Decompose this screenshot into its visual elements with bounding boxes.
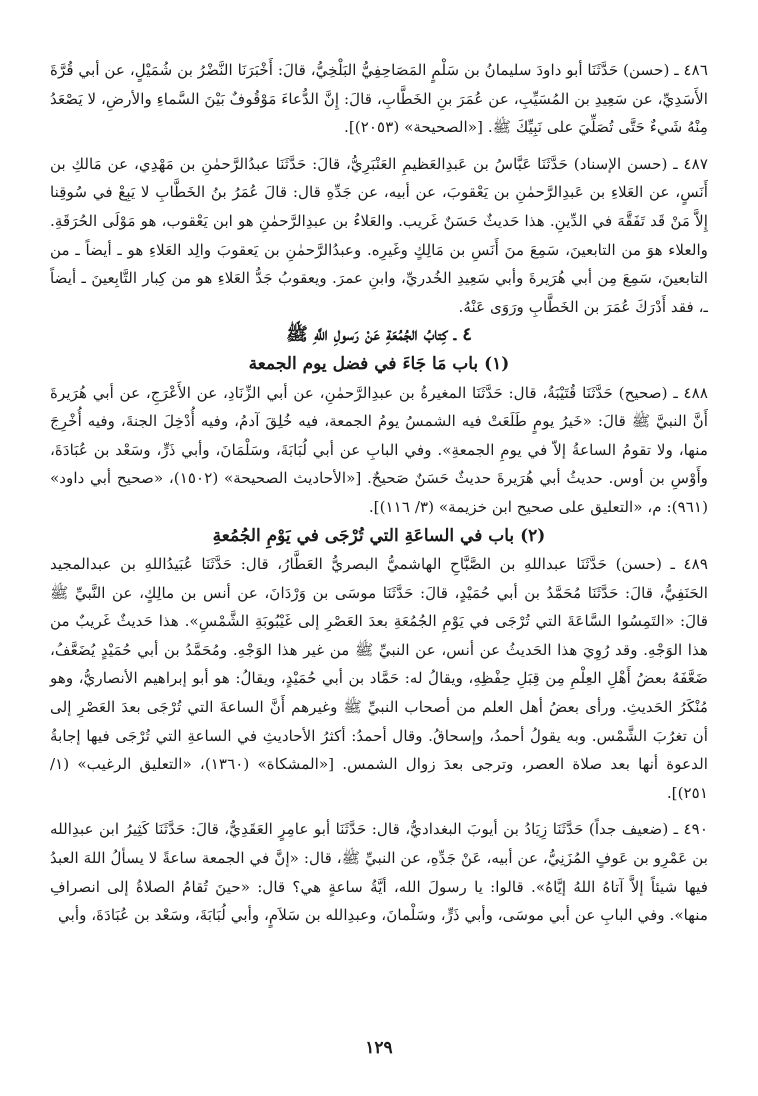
hadith-489: ٤٨٩ ـ (حسن) حَدَّثَنَا عبداللهِ بن الصَّبَّاحِ الهاشميُّ البصريُّ العَطَّارُ، قال: حَدَّثَنَا عُبَيدُاللهِ بن عبدالمجيد الحَنَفِيُّ، قالَ: حَدَّثَنَا مُحَمَّدُ بن أبي حُمَيْدٍ، قالَ: حَدَّثَنَا موسَى بن وَرْدَانَ، عن أنس بن مالِكٍ، عن النَّبيِّ ﷺ قالَ: «التَمِسُوا السَّاعَةَ التي تُرْجَى في يَوْمِ الجُمُعَةِ بعدَ العَصْرِ إلى غَيْبُوبَةِ الشَّمْسِ». هذا حَديثٌ غَريبٌ من هذا الوَجْهِ. وقد رُوِيَ هذا الحَديثُ عن أنس، عن النبيِّ ﷺ من غير هذا الوَجْهِ. ومُحَمَّدُ بن أبي حُمَيْدٍ يُضَعَّفُ، ضَعَّفَهُ بعضُ أَهْلِ العِلْمِ مِن قِبَلِ حِفْظِهِ، ويقالُ له: حَمَّاد بن أبي حُمَيْدٍ، ويقالُ: هو أبو إبراهيم الأنصاريُّ، وهو مُنْكَرُ الحَديثِ. ورأى بعضُ أهل العلم من أصحاب النبيِّ ﷺ وغيرهم أَنَّ الساعةَ التي تُرْجَى بعدَ العَصْرِ إلى أن تغرُبَ الشَّمْس. وبه يقولُ أحمدُ، وإسحاقُ. وقال أحمدُ: أكثرُ الأحاديثِ في الساعةِ التي تُرْجَى فيها إجابةُ الدعوة أنها بعد صلاة العصر، وترجى بعدَ زوال الشمس. [«المشكاة» (١٣٦٠)، «التعليق الرغيب» (١/ ٢٥١)]. xyxy=(50,555,708,802)
hadith-488: ٤٨٨ ـ (صحيح) حَدَّثَنَا قُتَيْبَةُ، قال: حَدَّثَنَا المغيرةُ بن عبدِالرَّحمٰنِ، عن أبي الزِّنَادِ، عن الأَعْرَجِ، عن أبي هُرَيرةَ أَنَّ النبيَّ ﷺ قالَ: «خَيرُ يومٍ طَلَعَتْ فيه الشمسُ يومُ الجمعة، فيه خُلِقَ آدمُ، وفيه أُدْخِلَ الجنةَ، وفيه أُخْرِجَ منها، ولا تقومُ الساعةُ إلاّ في يومِ الجمعةِ». وفي البابِ عن أبي لُبَابَةَ، وسَلْمَانَ، وأبي ذَرٍّ، وسَعْد بن عُبَادَةَ، وأَوْسِ بن أوس. حديثُ أبي هُرَيرةَ حديثٌ حَسَنٌ صَحيحٌ. [«الأحاديث الصحيحة» (١٥٠٢)، «صحيح أبي داود» (٩٦١): م، «التعليق على صحيح ابن خزيمة» (٣/ ١١٦)]. xyxy=(50,383,708,516)
hadith-490: ٤٩٠ ـ (ضعيف جداً) حَدَّثَنَا زِيَادُ بن أيوبَ البغداديُّ، قال: حَدَّثَنَا أبو عامِرٍ العَقَدِيُّ، قالَ: حَدَّثَنَا كَثِيرُ ابن عبدِالله بن عَمْرِو بن عَوفٍ المُزَنِيُّ، عن أبيه، عَنْ جَدِّهِ، عن النبيِّ ﷺ، قال: «إنَّ في الجمعة ساعةً لا يسألُ اللهَ العبدُ فيها شيئاً إلاَّ آتاهُ اللهُ إيَّاهُ». قالوا: يا رسولَ الله، أيَّةُ ساعةٍ هي؟ قال: «حينَ تُقامُ الصلاةُ إلى انصرافِ منها». وفي البابِ عن أبي موسَى، وأبي ذَرٍّ، وسَلْمانَ، وعبدِالله بن سَلاَمٍ، وأبي لُبَابَةَ، وسَعْد بن عُبَادَةَ، وأبي xyxy=(50,820,708,925)
book-heading: ٤ ـ كِتابُ الجُمُعَةِ عَنْ رَسولِ اللَّهِ ﷺ xyxy=(286,324,472,346)
hadith-486: ٤٨٦ ـ (حسن) حَدَّثَنَا أبو داودَ سليمانُ بن سَلْمٍ المَصَاحِفِيُّ البَلْخِيُّ، قالَ: أَخْبَرَنَا النَّضْرُ بن شُمَيْلٍ، عن أبي قُرَّةَ الأَسَدِيِّ، عن سَعِيدِ بن المُسَيِّبِ، عن عُمَرَ بنِ الخَطَّابِ، قالَ: إِنَّ الدُّعاءَ مَوْقُوفٌ بَيْنَ السَّماءِ والأرضِ، لا يَصْعَدُ مِنْهُ شَيءٌ حَتَّى تُصَلِّيَ على نَبِيِّكَ ﷺ. [«الصحيحة» (٢٠٥٣)]. xyxy=(50,61,708,137)
hadith-487: ٤٨٧ ـ (حسن الإسناد) حَدَّثَنَا عَبَّاسُ بن عَبدِالعَظيمِ العَنْبَرِيُّ، قالَ: حَدَّثَنَا عبدُالرَّحمٰنِ بن مَهْدِي، عن مَالكِ بن أَنَسٍ، عن العَلاءِ بن عَبدِالرَّحمٰنِ بن يَعْقوبَ، عن أبيه، عن جَدِّهِ قال: قالَ عُمَرُ بنُ الخَطَّابِ لا يَبِعْ في سُوقِنا إِلاَّ مَنْ قَد تَفَقَّهَ في الدِّينِ. هذا حَديثٌ حَسَنٌ غَريب. والعَلاءُ بن عبدِالرَّحمٰنِ هو ابن يَعْقوب، هو مَوْلَى الحُرَقَةِ. والعلاء هوَ من التابعينَ، سَمِعَ منَ أَنَسِ بن مَالِكٍ وغَيرِه. وعبدُالرَّحمٰنِ بن يَعقوبَ والِد العَلاءِ هو ـ أيضاً ـ من التابعينَ، سَمِعَ مِن أبي هُرَيرةَ وأبي سَعِيدِ الخُدريِّ، وابنِ عمرَ. ويعقوبُ جَدُّ العَلاءِ هو من كِبار التَّابِعينَ ـ أيضاً ـ، فقد أَدْرَكَ عُمَرَ بن الخَطَّابِ ورَوَى عَنْهُ. xyxy=(50,154,708,316)
chapter-heading-1: (١) باب مَا جَاءَ في فضل يوم الجمعة xyxy=(248,353,510,374)
chapter-heading-2: (٢) باب في الساعَةِ التي تُرْجَى في يَوْمِ الجُمُعةِ xyxy=(212,525,546,546)
page-number: ١٢٩ xyxy=(365,1038,393,1058)
